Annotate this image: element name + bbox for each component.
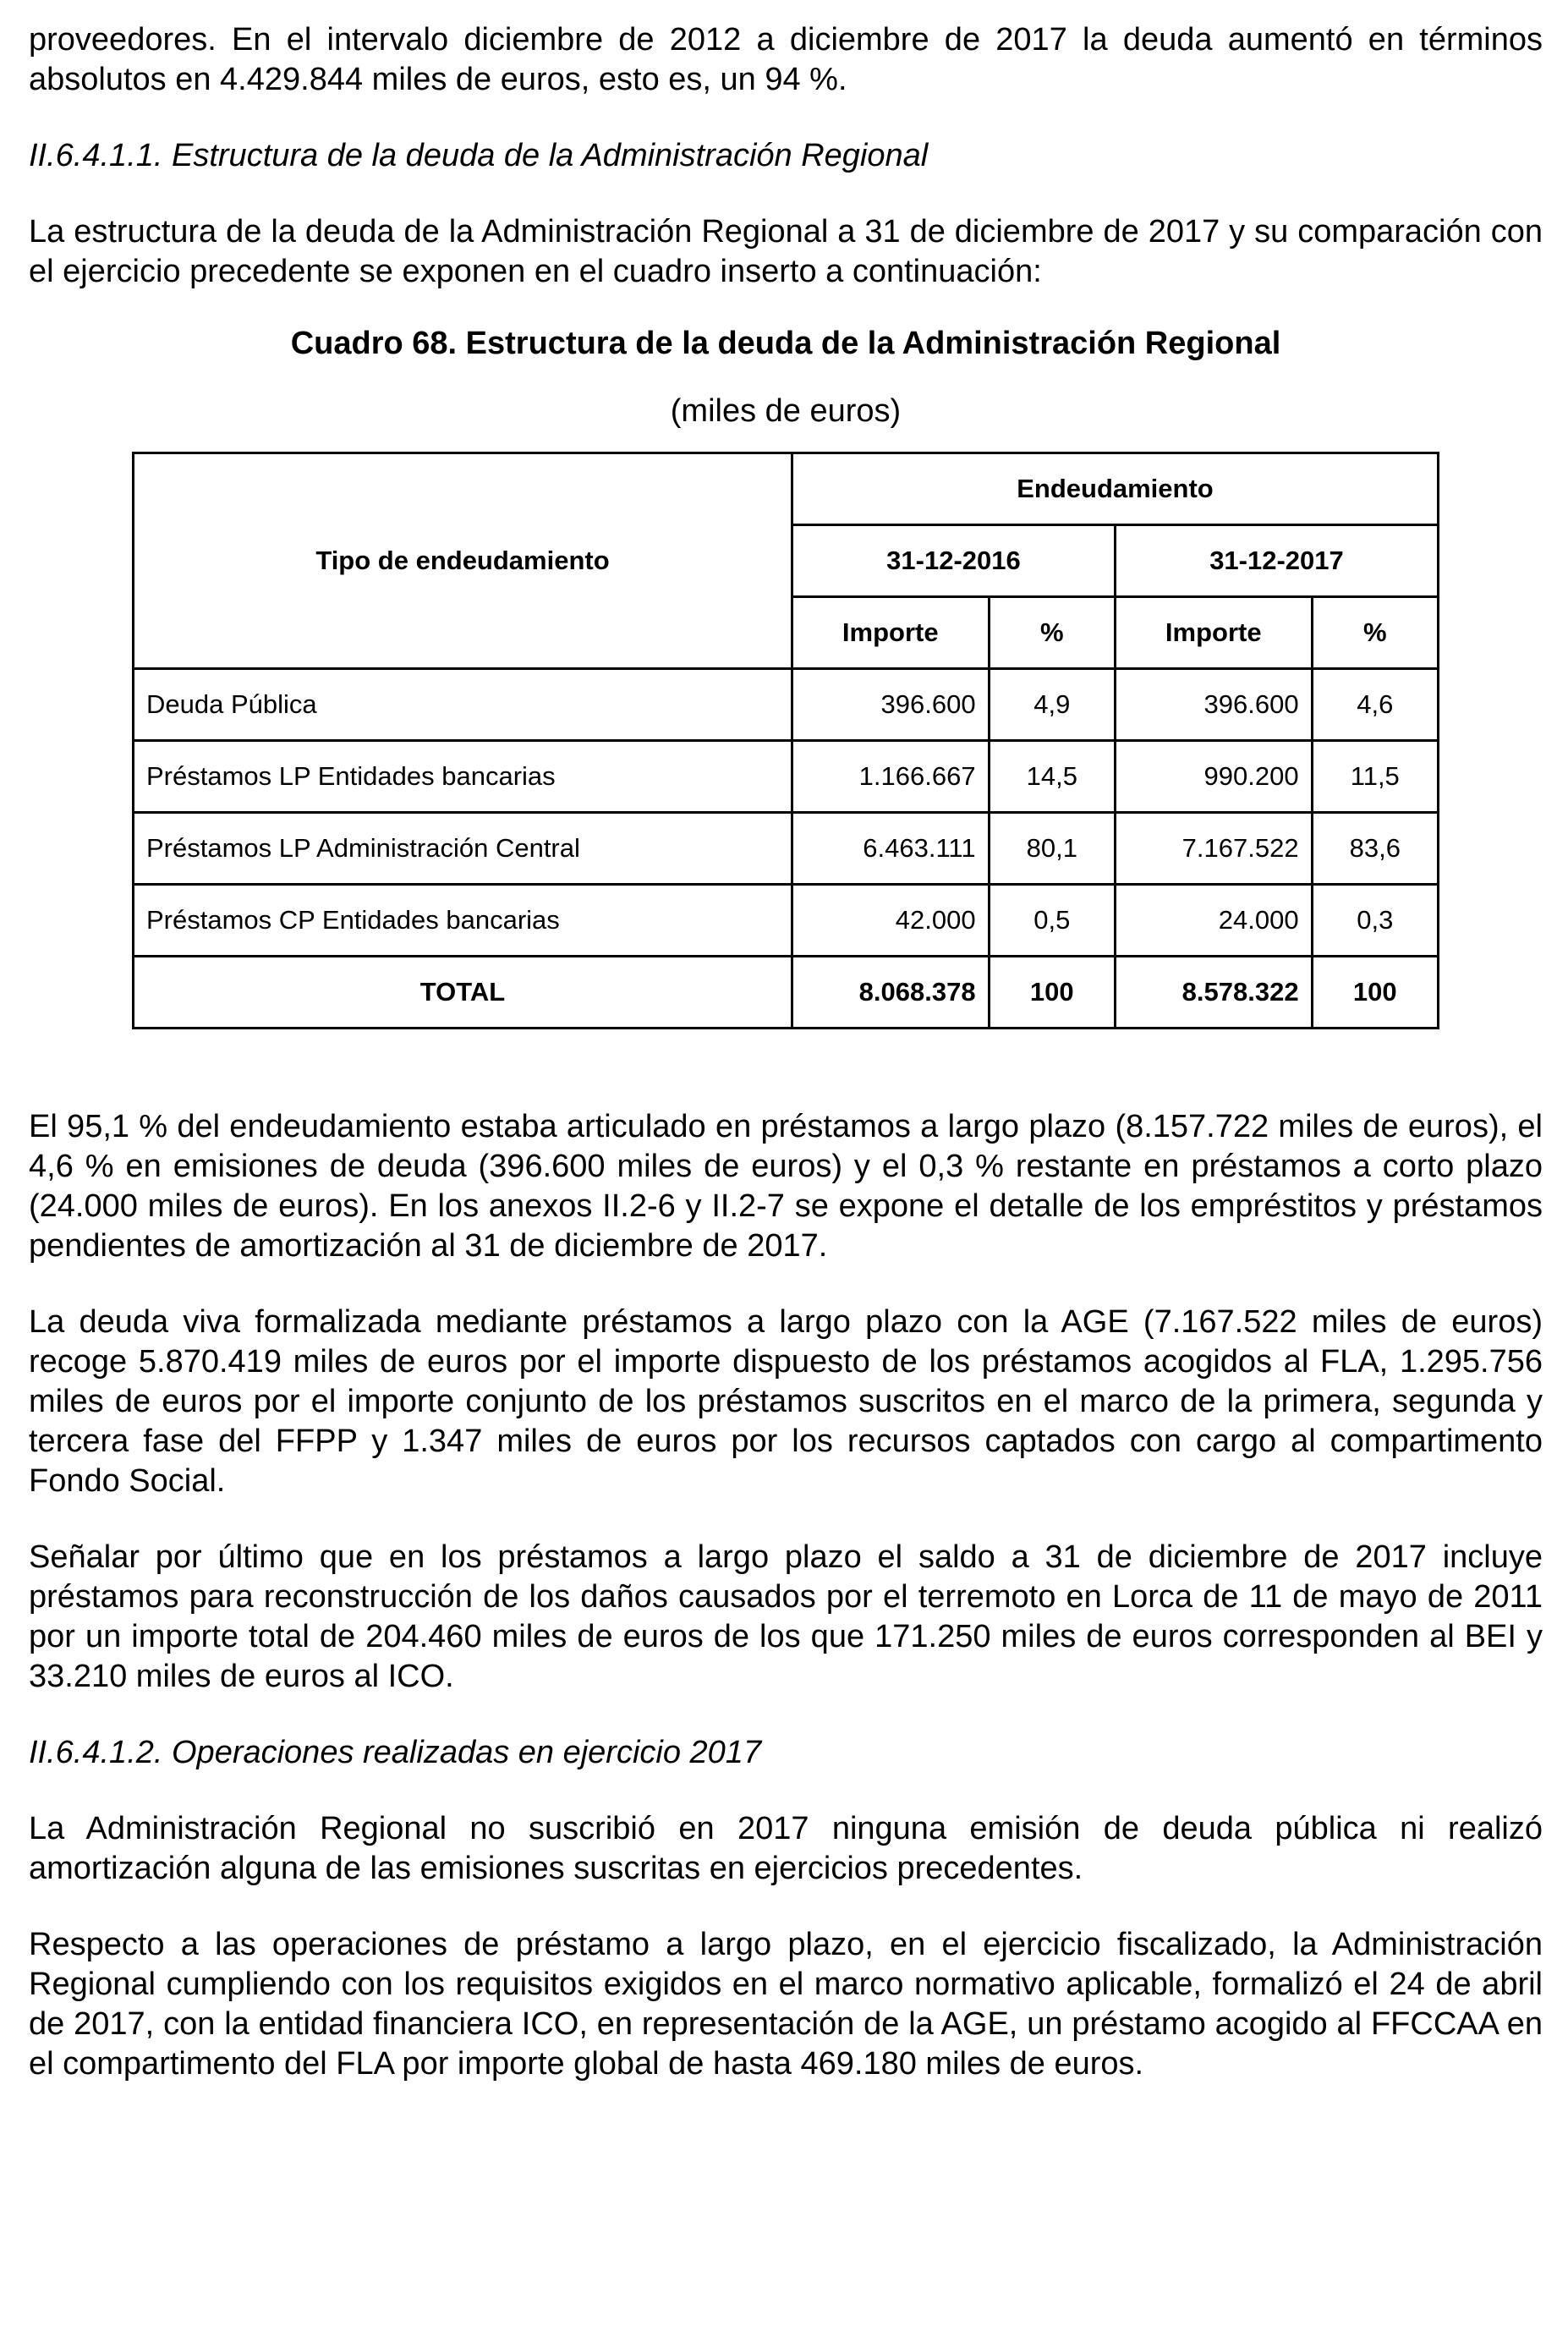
- cell-pct-2017: 11,5: [1312, 741, 1438, 813]
- total-label: TOTAL: [134, 957, 792, 1029]
- header-importe-2016: Importe: [792, 597, 989, 669]
- table-row: [134, 741, 1439, 813]
- cell-pct-2016: 4,9: [989, 669, 1115, 741]
- header-endeudamiento: Endeudamiento: [792, 453, 1438, 525]
- table-title: Cuadro 68. Estructura de la deuda de la Administración Regional: [290, 326, 1281, 361]
- cell-pct-2016: 14,5: [989, 741, 1115, 813]
- cell-pct-2017: 0,3: [1312, 885, 1438, 957]
- cell-pct-2016: 0,5: [989, 885, 1115, 957]
- paragraph-debt-composition: El 95,1 % del endeudamiento estaba articulado en préstamos a largo plazo (8.157.722 miles de euros), el 4,6 % en emisiones de deuda (396.600 miles de euros) y el 0,3 % restante en préstamos a corto plazo (24.000 miles de euros). En los anexos II.2-6 y II.2-7 se expone el detalle de los empréstitos y préstamos pendientes de amortización al 31 de diciembre de 2017.: [29, 1109, 1543, 1264]
- debt-structure-table: [132, 452, 1439, 1029]
- cell-pct-2017: 83,6: [1312, 813, 1438, 885]
- row-label: Préstamos LP Entidades bancarias: [134, 741, 792, 813]
- cell-importe-2016: 42.000: [792, 885, 989, 957]
- total-importe-2017: 8.578.322: [1115, 957, 1312, 1029]
- document-page: [29, 20, 1543, 2084]
- header-pct-2017: %: [1312, 597, 1438, 669]
- total-pct-2017: 100: [1312, 957, 1438, 1029]
- cell-pct-2016: 80,1: [989, 813, 1115, 885]
- table-row: [134, 669, 1439, 741]
- header-pct-2016: %: [989, 597, 1115, 669]
- table-row: [134, 885, 1439, 957]
- cell-importe-2016: 396.600: [792, 669, 989, 741]
- paragraph-age-loans: La deuda viva formalizada mediante préstamos a largo plazo con la AGE (7.167.522 miles de euros) recoge 5.870.419 miles de euros por el importe dispuesto de los préstamos acogidos al FLA, 1.295.756 miles de euros por el importe conjunto de los préstamos suscritos en el marco de la primera, segunda y tercera fase del FFPP y 1.347 miles de euros por los recursos captados con cargo al compartimento Fondo Social.: [29, 1304, 1543, 1499]
- header-importe-2017: Importe: [1115, 597, 1312, 669]
- row-label: Préstamos CP Entidades bancarias: [134, 885, 792, 957]
- paragraph-no-emissions: La Administración Regional no suscribió en 2017 ninguna emisión de deuda pública ni realizó amortización alguna de las emisiones suscritas en ejercicios precedentes.: [29, 1811, 1543, 1886]
- cell-importe-2016: 1.166.667: [792, 741, 989, 813]
- table-header-row: [134, 453, 1439, 525]
- row-label: Deuda Pública: [134, 669, 792, 741]
- cell-importe-2017: 990.200: [1115, 741, 1312, 813]
- total-importe-2016: 8.068.378: [792, 957, 989, 1029]
- paragraph-lorca-loans: Señalar por último que en los préstamos a largo plazo el saldo a 31 de diciembre de 2017 incluye préstamos para reconstrucción de los daños causados por el terremoto en Lorca de 11 de mayo de 2011 por un importe total de 204.460 miles de euros de los que 171.250 miles de euros corresponden al BEI y 33.210 miles de euros al ICO.: [29, 1539, 1543, 1694]
- cell-pct-2017: 4,6: [1312, 669, 1438, 741]
- paragraph-structure-intro: La estructura de la deuda de la Administración Regional a 31 de diciembre de 2017 y su comparación con el ejercicio precedente se exponen en el cuadro inserto a continuación:: [29, 214, 1543, 289]
- table-row: [134, 813, 1439, 885]
- section-heading-operations-2017: II.6.4.1.2. Operaciones realizadas en ejercicio 2017: [29, 1735, 762, 1770]
- cell-importe-2017: 7.167.522: [1115, 813, 1312, 885]
- row-label: Préstamos LP Administración Central: [134, 813, 792, 885]
- table-unit: (miles de euros): [670, 393, 902, 429]
- table-total-row: [134, 957, 1439, 1029]
- header-tipo: Tipo de endeudamiento: [134, 453, 792, 669]
- total-pct-2016: 100: [989, 957, 1115, 1029]
- paragraph-debt-increase: proveedores. En el intervalo diciembre de 2012 a diciembre de 2017 la deuda aumentó en términos absolutos en 4.429.844 miles de euros, esto es, un 94 %.: [29, 22, 1543, 97]
- header-year-2017: 31-12-2017: [1115, 525, 1438, 597]
- section-heading-debt-structure: II.6.4.1.1. Estructura de la deuda de la Administración Regional: [29, 138, 929, 173]
- cell-importe-2017: 396.600: [1115, 669, 1312, 741]
- cell-importe-2016: 6.463.111: [792, 813, 989, 885]
- cell-importe-2017: 24.000: [1115, 885, 1312, 957]
- header-year-2016: 31-12-2016: [792, 525, 1115, 597]
- paragraph-long-term-loans: Respecto a las operaciones de préstamo a largo plazo, en el ejercicio fiscalizado, la Administración Regional cumpliendo con los requisitos exigidos en el marco normativo aplicable, formalizó el 24 de abril de 2017, con la entidad financiera ICO, en representación de la AGE, un préstamo acogido al FFCCAA en el compartimento del FLA por importe global de hasta 469.180 miles de euros.: [29, 1927, 1543, 2082]
